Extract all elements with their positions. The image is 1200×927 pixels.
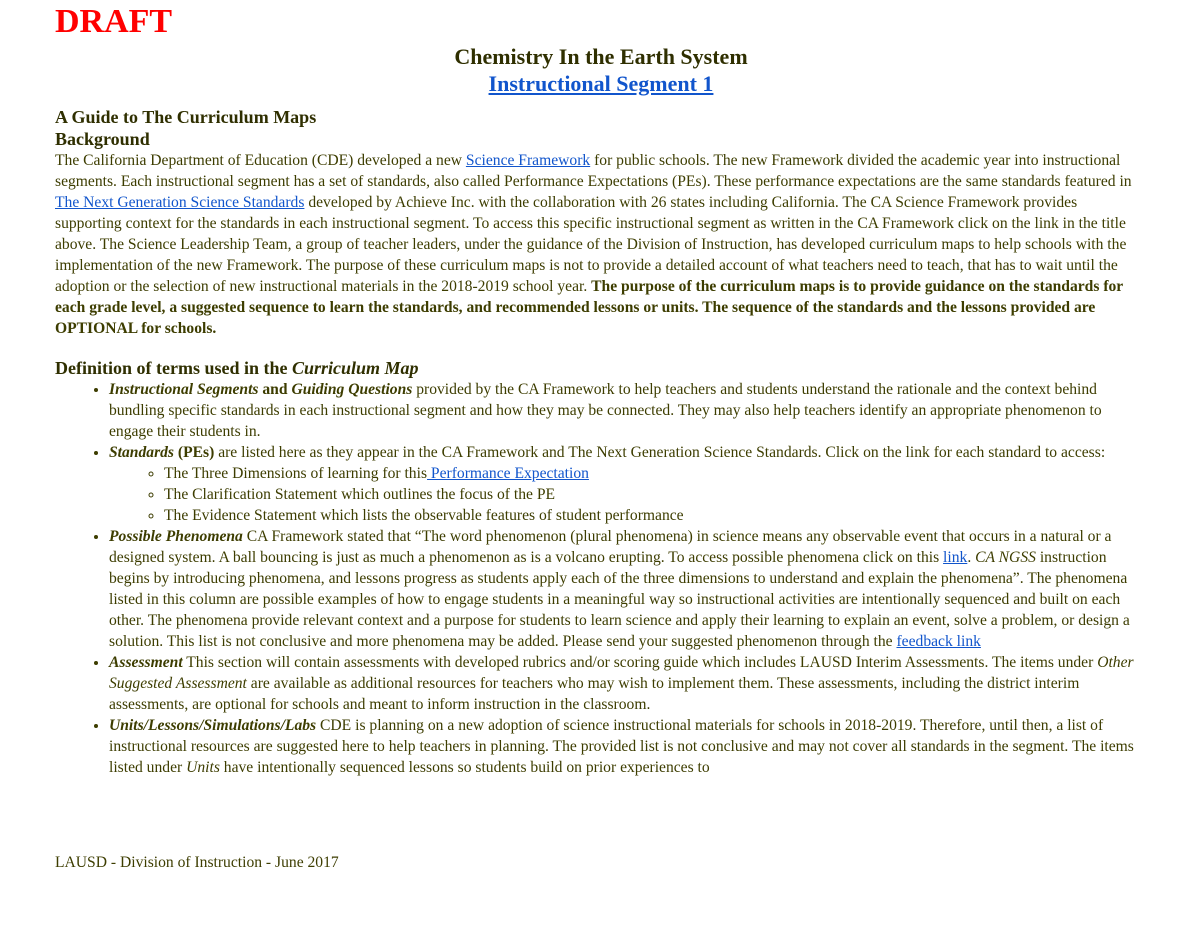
draft-watermark: DRAFT xyxy=(55,3,173,40)
sublist-item-three-dimensions xyxy=(164,463,1147,484)
feedback-link[interactable]: feedback link xyxy=(896,633,981,650)
list-item-standards xyxy=(109,442,1147,526)
page-footer: LAUSD - Division of Instruction - June 2017 xyxy=(55,854,339,871)
item3-italic: CA NGSS xyxy=(975,549,1036,566)
background-heading: Background xyxy=(55,129,150,149)
term-standards-suffix: (PEs) xyxy=(174,444,215,461)
item3-text-3: instruction begins by introducing phenomena, and lessons progress as students apply each of the three dimensions to understand and explain the phenomena”. The phenomena listed in this column are possible examples of how to engage students in a meaningful way so instructional activities are intentionally sequenced and built on each other. The phenomena provide relevant context and a purpose for students to learn science and apply their learning to explain an event, solve a problem, or design a solution. This list is not conclusive and more phenomena may be added. Please send your suggested phenomenon through the xyxy=(109,549,1130,650)
term-units-lessons: Units/Lessons/Simulations/Labs xyxy=(109,717,317,734)
item5-text-1: CDE is planning on a new adoption of science instructional materials for schools in 2018-2019. Therefore, until then, a list of instructional resources are suggested here to help teachers in planning. The provided list is not conclusive and may not cover all standards in the segment. The items listed under xyxy=(109,717,1134,776)
list-item-units-lessons xyxy=(109,715,1147,778)
standards-sublist xyxy=(109,463,1147,526)
item2-text: are listed here as they appear in the CA Framework and The Next Generation Science Standards. Click on the link for each standard to access: xyxy=(214,444,1106,461)
background-bold-text: The purpose of the curriculum maps is to provide guidance on the standards for each grade level, a suggested sequence to learn the standards, and recommended lessons or units. The sequence of the standards and the lessons provided are OPTIONAL for schools. xyxy=(55,278,1123,337)
sublist-item-evidence: ◦ The Evidence Statement which lists the observable features of student performance xyxy=(164,505,1147,526)
background-text-2: for public schools. The new Framework divided the academic year into instructional segments. Each instructional segment has a set of standards, also called Performance Expectations (PEs). These performance expectations are the same standards featured in xyxy=(55,152,1132,190)
definitions-heading xyxy=(55,357,1147,379)
ngss-link[interactable]: The Next Generation Science Standards xyxy=(55,194,305,211)
list-item-assessment xyxy=(109,652,1147,715)
item4-text-2: are available as additional resources for teachers who may wish to implement them. These assessments, including the district interim assessments, are optional for schools and meant to inform instruction in the classroom. xyxy=(109,675,1080,713)
item3-text-2: . xyxy=(967,549,976,566)
definitions-list xyxy=(55,379,1147,778)
science-framework-link[interactable]: Science Framework xyxy=(465,152,591,169)
sublist-item-clarification: ◦ The Clarification Statement which outlines the focus of the PE xyxy=(164,484,1147,505)
term-guiding-questions: Guiding Questions xyxy=(291,381,413,398)
term-standards: Standards xyxy=(109,444,175,461)
item5-italic: Units xyxy=(186,759,220,776)
document-subtitle xyxy=(55,70,1147,98)
document-page xyxy=(55,4,1147,778)
background-text-3: developed by Achieve Inc. with the collaboration with 26 states including California. The CA Science Framework provides supporting context for the standards in each instructional segment. To access this specific instructional segment as written in the CA Framework click on the link in the title above. The Science Leadership Team, a group of teacher leaders, under the guidance of the Division of Instruction, has developed curriculum maps to help schools with the implementation of the new Framework. The purpose of these curriculum maps is not to provide a detailed account of what teachers need to teach, that has to wait until the adoption or the selection of new instructional materials in the 2018-2019 school year. xyxy=(55,194,1127,295)
definitions-heading-prefix: Definition of terms used in the xyxy=(55,358,292,378)
document-title: Chemistry In the Earth System xyxy=(454,44,748,69)
performance-expectation-link[interactable]: Performance Expectation xyxy=(427,465,589,482)
item4-text-1: This section will contain assessments with developed rubrics and/or scoring guide which includes LAUSD Interim Assessments. The items under xyxy=(182,654,1098,671)
background-paragraph xyxy=(55,150,1147,339)
definitions-heading-italic: Curriculum Map xyxy=(292,358,419,378)
item5-text-2: have intentionally sequenced lessons so students build on prior experiences to xyxy=(219,759,710,776)
background-text-1: The California Department of Education (CDE) developed a new xyxy=(55,152,466,169)
phenomena-link[interactable]: link xyxy=(943,549,968,566)
term-assessment: Assessment xyxy=(109,654,183,671)
term-and: and xyxy=(258,381,292,398)
item1-text: provided by the CA Framework to help teachers and students understand the rationale and the context behind bundling specific standards in each instructional segment and how they may be connected. They may also help teachers identify an appropriate phenomenon to engage their students in. xyxy=(109,381,1102,440)
guide-heading: A Guide to The Curriculum Maps xyxy=(55,107,317,127)
list-item-possible-phenomena xyxy=(109,526,1147,652)
sub1-text: The Three Dimensions of learning for this xyxy=(164,465,428,482)
term-possible-phenomena: Possible Phenomena xyxy=(109,528,243,545)
instructional-segment-link[interactable]: Instructional Segment 1 xyxy=(488,71,714,96)
list-item-instructional-segments xyxy=(109,379,1147,442)
term-instructional-segments: Instructional Segments xyxy=(109,381,259,398)
item3-text-1: CA Framework stated that “The word phenomenon (plural phenomena) in science means any observable event that occurs in a natural or a designed system. A ball bouncing is just as much a phenomenon as is a volcano erupting. To access possible phenomena click on this xyxy=(109,528,1112,566)
item4-italic: Other Suggested Assessment xyxy=(109,654,1134,692)
